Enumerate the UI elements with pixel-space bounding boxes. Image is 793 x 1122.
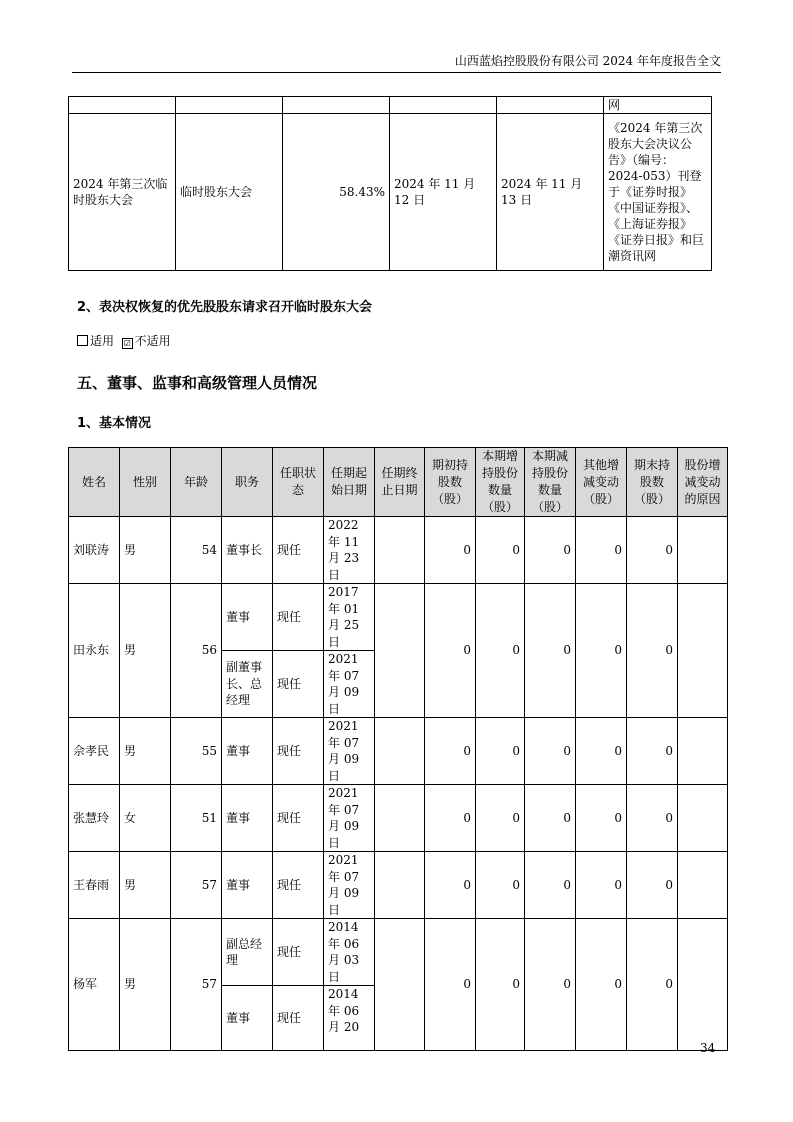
table-row <box>69 97 712 114</box>
staff-gender: 女 <box>120 785 171 852</box>
shares-end: 0 <box>627 785 678 852</box>
table-row <box>69 517 728 584</box>
shares-begin: 0 <box>425 785 476 852</box>
staff-name: 杨军 <box>69 919 120 1051</box>
staff-age: 57 <box>171 852 222 919</box>
term-end-date <box>375 785 425 852</box>
disclosure-index: 《2024 年第三次股东大会决议公告》（编号：2024-053）刊登于《证券时报》《中国证券报》、《上海证券报》《证券日报》和巨潮资讯网 <box>604 114 712 271</box>
staff-gender: 男 <box>120 584 171 718</box>
shares-begin: 0 <box>425 517 476 584</box>
column-header: 任职状态 <box>273 448 324 517</box>
shares-end: 0 <box>627 852 678 919</box>
change-reason <box>678 785 728 852</box>
not-applicable-label: 不适用 <box>134 334 171 348</box>
header-rule <box>72 72 721 73</box>
meeting-type: 临时股东大会 <box>176 114 283 271</box>
table-row <box>69 584 728 651</box>
change-reason <box>678 517 728 584</box>
shares-begin: 0 <box>425 584 476 718</box>
shares-decrease: 0 <box>525 919 576 1051</box>
meeting-date: 2024 年 11 月 12 日 <box>390 114 497 271</box>
term-start-date: 2021 年 07 月 09 日 <box>324 852 375 919</box>
attendance-ratio: 58.43% <box>283 114 390 271</box>
shares-begin: 0 <box>425 718 476 785</box>
staff-age: 57 <box>171 919 222 1051</box>
staff-status: 现任 <box>273 718 324 785</box>
shares-end: 0 <box>627 718 678 785</box>
staff-status: 现任 <box>273 651 324 718</box>
disclosure-date: 2024 年 11 月 13 日 <box>497 114 604 271</box>
table-row <box>69 785 728 852</box>
term-start-date: 2021 年 07 月 09 日 <box>324 651 375 718</box>
staff-position: 董事 <box>222 718 273 785</box>
column-header: 任期起始日期 <box>324 448 375 517</box>
column-header: 期末持股数（股） <box>627 448 678 517</box>
staff-age: 55 <box>171 718 222 785</box>
staff-position: 董事 <box>222 785 273 852</box>
meeting-name: 2024 年第三次临时股东大会 <box>69 114 176 271</box>
section5-1-title: 1、基本情况 <box>77 416 152 431</box>
shares-decrease: 0 <box>525 584 576 718</box>
shares-increase: 0 <box>476 584 525 718</box>
term-start-date: 2017 年 01 月 25 日 <box>324 584 375 651</box>
section5-title: 五、董事、监事和高级管理人员情况 <box>77 374 318 392</box>
shares-end: 0 <box>627 517 678 584</box>
staff-gender: 男 <box>120 919 171 1051</box>
table-row <box>69 852 728 919</box>
shares-decrease: 0 <box>525 852 576 919</box>
staff-position: 董事长 <box>222 517 273 584</box>
staff-position: 董事 <box>222 584 273 651</box>
shares-increase: 0 <box>476 718 525 785</box>
column-header: 职务 <box>222 448 273 517</box>
column-header: 其他增减变动（股） <box>576 448 627 517</box>
shares-begin: 0 <box>425 852 476 919</box>
checkbox-checked-icon: ☑ <box>123 339 131 348</box>
term-end-date <box>375 852 425 919</box>
staff-gender: 男 <box>120 718 171 785</box>
staff-age: 56 <box>171 584 222 718</box>
staff-status: 现任 <box>273 852 324 919</box>
staff-status: 现任 <box>273 986 324 1051</box>
change-reason <box>678 919 728 1051</box>
shares-other-change: 0 <box>576 718 627 785</box>
column-header: 姓名 <box>69 448 120 517</box>
table-header-row <box>69 448 728 517</box>
staff-name: 刘联涛 <box>69 517 120 584</box>
change-reason <box>678 718 728 785</box>
term-start-date: 2021 年 07 月 09 日 <box>324 785 375 852</box>
staff-status: 现任 <box>273 584 324 651</box>
table-row <box>69 919 728 986</box>
column-header: 期初持股数（股） <box>425 448 476 517</box>
shares-increase: 0 <box>476 517 525 584</box>
term-end-date <box>375 718 425 785</box>
staff-position: 董事 <box>222 852 273 919</box>
term-end-date <box>375 919 425 1051</box>
column-header: 任期终止日期 <box>375 448 425 517</box>
checkbox-empty-icon <box>77 335 88 346</box>
shares-other-change: 0 <box>576 584 627 718</box>
change-reason <box>678 584 728 718</box>
shares-begin: 0 <box>425 919 476 1051</box>
table-row <box>69 718 728 785</box>
term-start-date: 2014 年 06 月 03 日 <box>324 919 375 986</box>
staff-status: 现任 <box>273 517 324 584</box>
section2-title: 2、表决权恢复的优先股股东请求召开临时股东大会 <box>77 300 373 315</box>
term-start-date: 2014 年 06 月 20 <box>324 986 375 1051</box>
shares-end: 0 <box>627 584 678 718</box>
staff-position: 副董事长、总经理 <box>222 651 273 718</box>
shares-decrease: 0 <box>525 718 576 785</box>
page-number: 34 <box>700 1041 716 1055</box>
staff-name: 王春雨 <box>69 852 120 919</box>
shares-other-change: 0 <box>576 919 627 1051</box>
staff-position: 董事 <box>222 986 273 1051</box>
shares-increase: 0 <box>476 919 525 1051</box>
term-end-date <box>375 584 425 718</box>
prev-row-tail: 网 <box>604 97 712 114</box>
staff-age: 54 <box>171 517 222 584</box>
column-header: 本期减持股份数量（股） <box>525 448 576 517</box>
staff-age: 51 <box>171 785 222 852</box>
staff-status: 现任 <box>273 919 324 986</box>
term-start-date: 2021 年 07 月 09 日 <box>324 718 375 785</box>
shares-decrease: 0 <box>525 517 576 584</box>
meeting-table <box>68 96 712 271</box>
applicable-label: 适用 <box>90 334 115 348</box>
table-row <box>69 114 712 271</box>
column-header: 性别 <box>120 448 171 517</box>
change-reason <box>678 852 728 919</box>
term-end-date <box>375 517 425 584</box>
shares-increase: 0 <box>476 852 525 919</box>
shares-other-change: 0 <box>576 852 627 919</box>
shares-decrease: 0 <box>525 785 576 852</box>
staff-table <box>68 447 728 1051</box>
staff-gender: 男 <box>120 517 171 584</box>
staff-name: 张慧玲 <box>69 785 120 852</box>
column-header: 股份增减变动的原因 <box>678 448 728 517</box>
staff-status: 现任 <box>273 785 324 852</box>
column-header: 本期增持股份数量（股） <box>476 448 525 517</box>
staff-position: 副总经理 <box>222 919 273 986</box>
shares-increase: 0 <box>476 785 525 852</box>
term-start-date: 2022 年 11 月 23 日 <box>324 517 375 584</box>
shares-end: 0 <box>627 919 678 1051</box>
applicability <box>77 332 171 349</box>
page-header: 山西蓝焰控股股份有限公司 2024 年年度报告全文 <box>454 54 721 68</box>
staff-name: 佘孝民 <box>69 718 120 785</box>
shares-other-change: 0 <box>576 517 627 584</box>
column-header: 年龄 <box>171 448 222 517</box>
staff-gender: 男 <box>120 852 171 919</box>
shares-other-change: 0 <box>576 785 627 852</box>
staff-name: 田永东 <box>69 584 120 718</box>
